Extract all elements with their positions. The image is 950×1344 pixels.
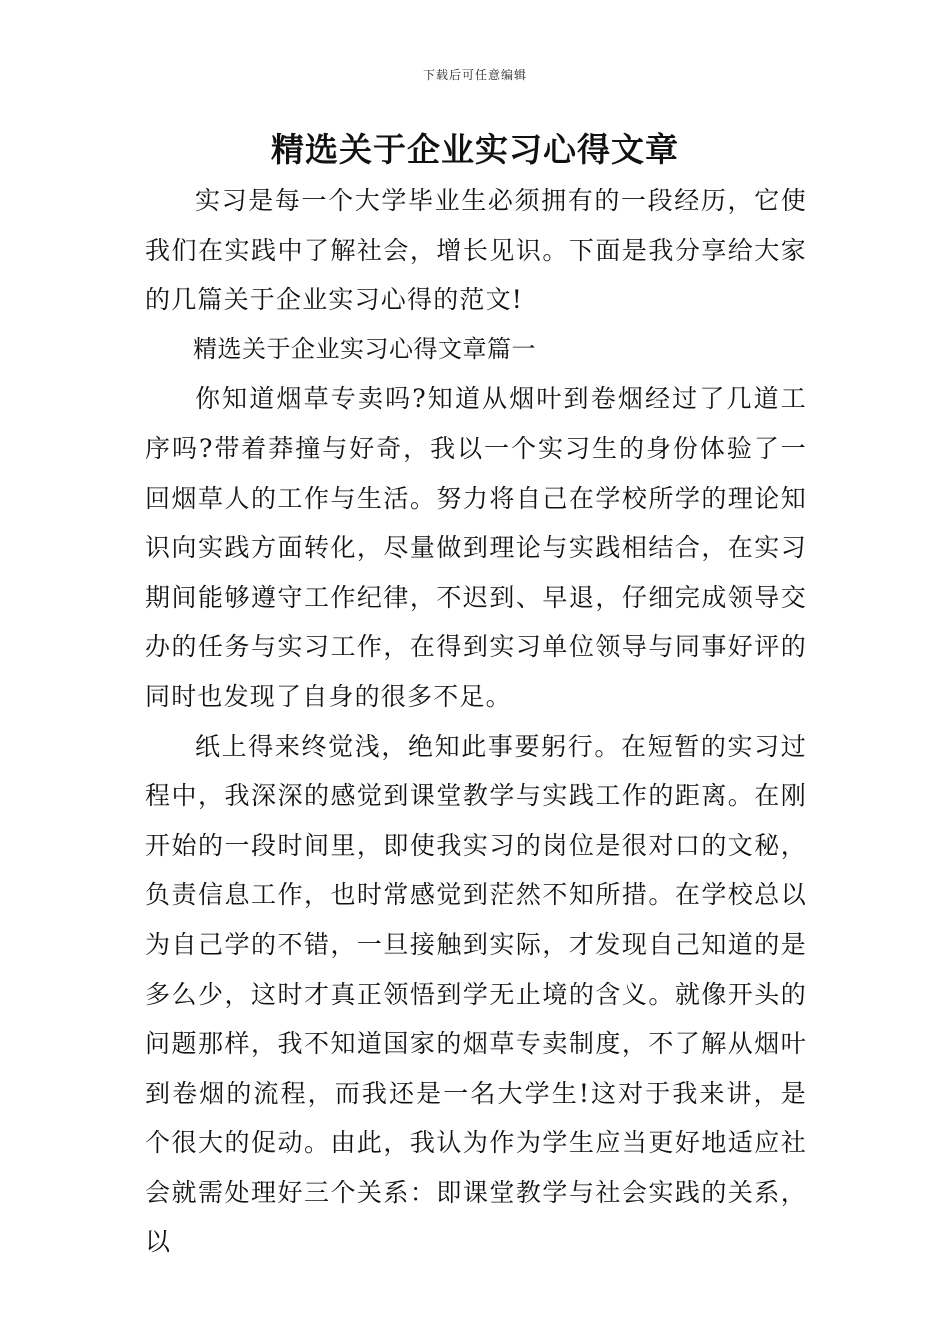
body-paragraph-1: 你知道烟草专卖吗?知道从烟叶到卷烟经过了几道工序吗?带着莽撞与好奇，我以一个实习生的身份体验了一回烟草人的工作与生活。努力将自己在学校所学的理论知识向实践方面转化，尽量做到理论与实践相结合，在实习期间能够遵守工作纪律，不迟到、早退，仔细完成领导交办的任务与实习工作，在得到实习单位领导与同事好评的同时也发现了自身的很多不足。: [145, 384, 807, 711]
intro-paragraph: 实习是每一个大学毕业生必须拥有的一段经历，它使我们在实践中了解社会，增长见识。下面是我分享给大家的几篇关于企业实习心得的范文!: [145, 186, 807, 315]
document-body: [145, 176, 807, 1267]
body-paragraph-2: 纸上得来终觉浅，绝知此事要躬行。在短暂的实习过程中，我深深的感觉到课堂教学与实践工作的距离。在刚开始的一段时间里，即使我实习的岗位是很对口的文秘，负责信息工作，也时常感觉到茫然不知所措。在学校总以为自己学的不错，一旦接触到实际，才发现自己知道的是多么少，这时才真正领悟到学无止境的含义。就像开头的问题那样，我不知道国家的烟草专卖制度，不了解从烟叶到卷烟的流程，而我还是一名大学生!这对于我来讲，是个很大的促动。由此，我认为作为学生应当更好地适应社会就需处理好三个关系：即课堂教学与社会实践的关系，以: [145, 731, 807, 1257]
section-heading: 精选关于企业实习心得文章篇一: [193, 334, 536, 363]
header-note: 下载后可任意编辑: [422, 68, 527, 82]
document-title: 精选关于企业实习心得文章: [271, 130, 679, 169]
